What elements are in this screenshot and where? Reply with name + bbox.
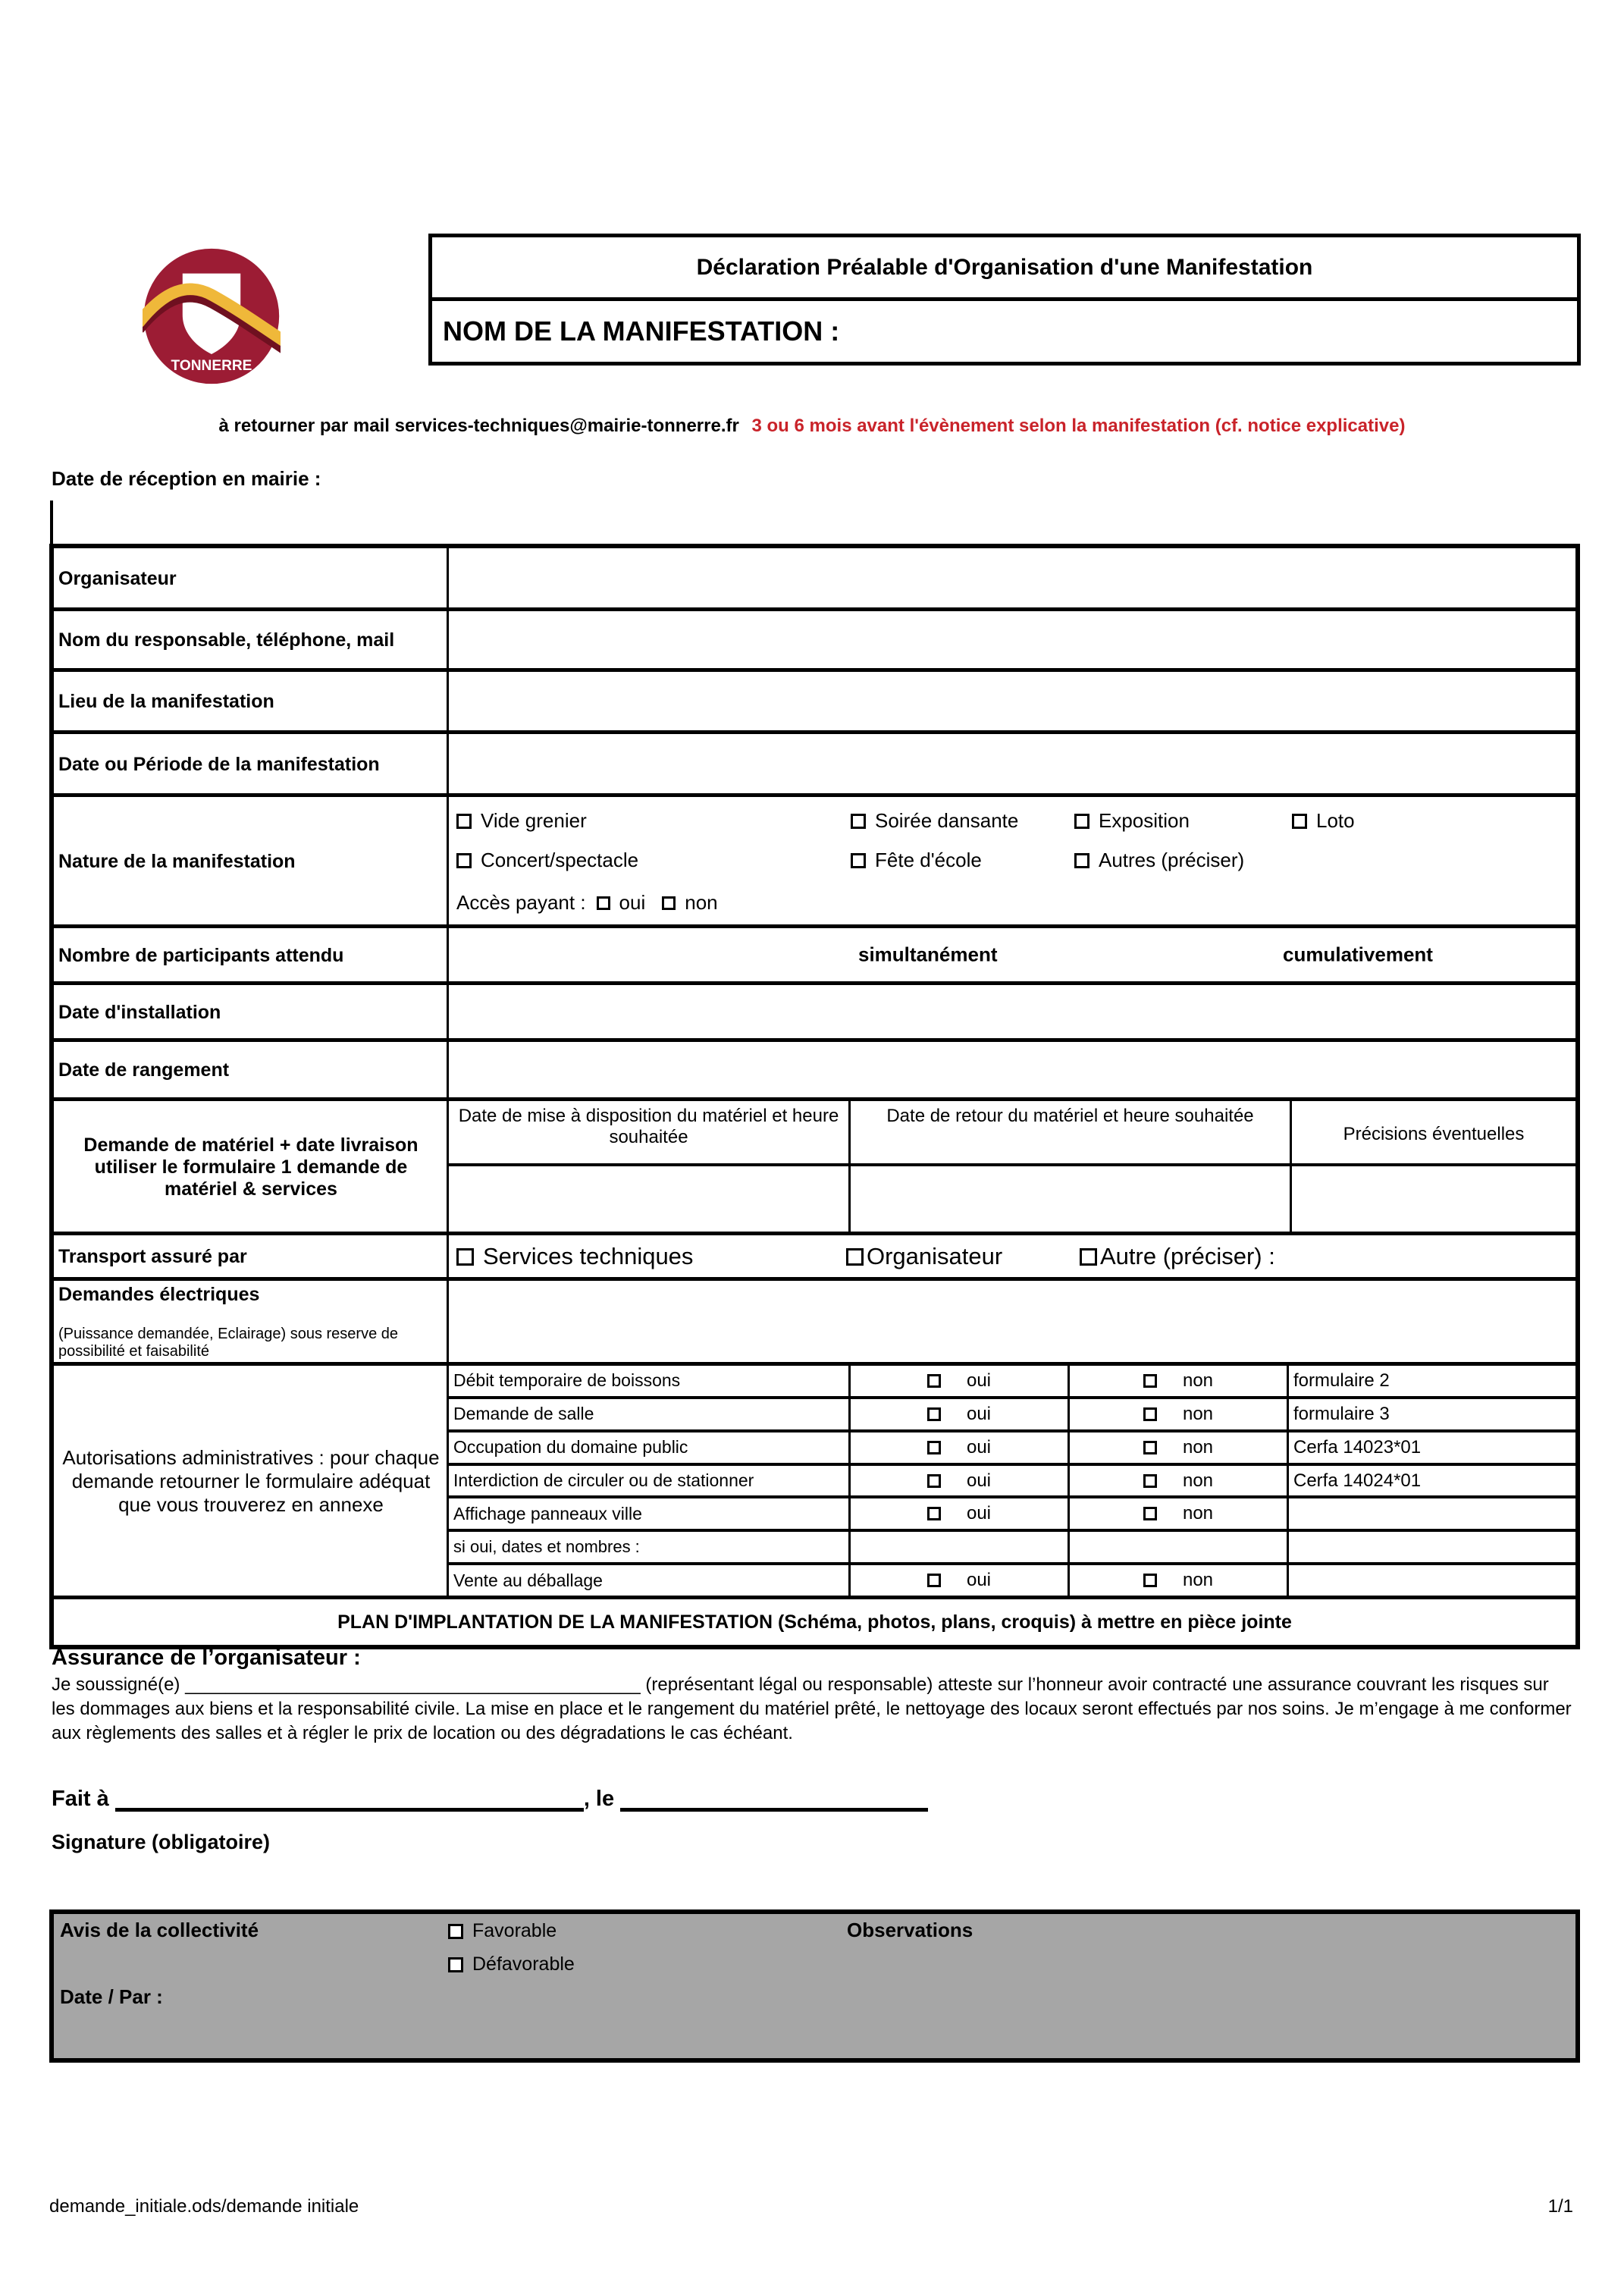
si-oui-field[interactable] (1070, 1532, 1289, 1562)
auth-row-vente-deballage: Vente au déballage oui non (449, 1565, 1575, 1596)
materiel-col2-header: Date de retour du matériel et heure souhaitée (851, 1101, 1292, 1163)
lieu-label: Lieu de la manifestation (54, 672, 449, 730)
table-row-nature (54, 797, 1575, 928)
transport-label: Transport assuré par (54, 1235, 449, 1277)
form-reference (1289, 1498, 1575, 1529)
form-reference (1289, 1565, 1575, 1596)
acces-oui-checkbox[interactable] (597, 896, 610, 910)
electriques-label: Demandes électriques (Puissance demandée, Eclairage) sous reserve de possibilité et faisabilité (54, 1281, 449, 1362)
footer-filename: demande_initiale.ods/demande initiale (49, 2196, 359, 2217)
participants-cumulativement: cumulativement (1283, 943, 1433, 966)
tonnerre-logo (143, 247, 281, 385)
oui-checkbox[interactable] (927, 1574, 941, 1587)
si-oui-field[interactable] (1289, 1532, 1575, 1562)
materiel-col3-header: Précisions éventuelles (1343, 1124, 1525, 1144)
option-soiree-dansante[interactable]: Soirée dansante (851, 809, 1018, 833)
option-loto[interactable]: Loto (1292, 809, 1355, 833)
checkbox-icon[interactable] (851, 853, 866, 868)
table-row (54, 1042, 1575, 1101)
return-instructions-black: à retourner par mail services-techniques@mairie-tonnerre.fr (218, 416, 739, 436)
oui-checkbox[interactable] (927, 1507, 941, 1520)
checkbox-icon[interactable] (1074, 853, 1089, 868)
lieu-field[interactable] (449, 672, 1575, 730)
reception-cell-border (50, 500, 53, 544)
return-instructions-red: 3 ou 6 mois avant l'évènement selon la manifestation (cf. notice explicative) (751, 416, 1406, 436)
checkbox-icon[interactable] (448, 1924, 463, 1939)
installation-field[interactable] (449, 985, 1575, 1038)
checkbox-icon[interactable] (1074, 814, 1089, 829)
oui-checkbox[interactable] (927, 1374, 941, 1388)
participants-field[interactable] (449, 928, 1575, 981)
option-exposition[interactable]: Exposition (1074, 809, 1190, 833)
fait-a-date-blank[interactable] (620, 1790, 928, 1812)
electriques-sublabel: (Puissance demandée, Eclairage) sous reserve de possibilité et faisabilité (58, 1326, 399, 1360)
option-autres-preciser[interactable]: Autres (préciser) (1074, 849, 1244, 872)
oui-checkbox[interactable] (927, 1474, 941, 1488)
form-title: Déclaration Préalable d'Organisation d'une Manifestation (432, 237, 1577, 301)
checkbox-icon[interactable] (851, 814, 866, 829)
non-checkbox[interactable] (1143, 1441, 1157, 1454)
event-name-field[interactable] (432, 301, 1577, 362)
footer-page-number: 1/1 (1547, 2196, 1573, 2217)
form-reference: formulaire 2 (1293, 1370, 1390, 1391)
reception-date-label: Date de réception en mairie : (52, 467, 321, 490)
materiel-col2-field[interactable] (851, 1166, 1292, 1232)
non-checkbox[interactable] (1143, 1374, 1157, 1388)
materiel-col1-field[interactable] (449, 1166, 851, 1232)
fait-a-place-blank[interactable] (115, 1790, 584, 1812)
date-periode-label: Date ou Période de la manifestation (54, 734, 449, 793)
form-reference: Cerfa 14023*01 (1293, 1436, 1422, 1458)
option-favorable[interactable]: Favorable (448, 1920, 556, 1942)
checkbox-icon[interactable] (846, 1248, 864, 1266)
materiel-label: Demande de matériel + date livraison utiliser le formulaire 1 demande de matériel & services (54, 1101, 449, 1232)
form-reference: formulaire 3 (1293, 1403, 1390, 1424)
table-row (54, 734, 1575, 797)
checkbox-icon[interactable] (456, 814, 472, 829)
fait-a-label: Fait à (52, 1787, 109, 1811)
rangement-field[interactable] (449, 1042, 1575, 1097)
checkbox-icon[interactable] (1080, 1248, 1097, 1266)
organisateur-label: Organisateur (54, 548, 449, 607)
responsable-label: Nom du responsable, téléphone, mail (54, 611, 449, 668)
nature-label: Nature de la manifestation (54, 797, 449, 924)
observations-label: Observations (847, 1919, 973, 1941)
table-row-materiel (54, 1101, 1575, 1235)
table-row-transport (54, 1235, 1575, 1281)
responsable-field[interactable] (449, 611, 1575, 668)
fait-a-line (52, 1787, 928, 1812)
table-row (54, 985, 1575, 1042)
participants-simultanement: simultanément (858, 943, 998, 966)
non-checkbox[interactable] (1143, 1474, 1157, 1488)
materiel-grid (449, 1101, 1575, 1232)
table-row-participants (54, 928, 1575, 985)
non-checkbox[interactable] (1143, 1407, 1157, 1421)
assurance-name-blank[interactable]: _____________________________________________ (185, 1674, 641, 1695)
auth-row-si-oui-dates: si oui, dates et nombres : (449, 1532, 1575, 1565)
assurance-heading: Assurance de l’organisateur : (52, 1646, 361, 1670)
checkbox-icon[interactable] (1292, 814, 1307, 829)
non-checkbox[interactable] (1143, 1574, 1157, 1587)
logo-city-name: TONNERRE (171, 357, 252, 374)
table-row (54, 672, 1575, 734)
acces-non-checkbox[interactable] (662, 896, 676, 910)
electriques-field[interactable] (449, 1281, 1575, 1362)
installation-label: Date d'installation (54, 985, 449, 1038)
checkbox-icon[interactable] (456, 853, 472, 868)
auth-row-debit-boissons: Débit temporaire de boissons oui non formulaire 2 (449, 1366, 1575, 1399)
organisateur-field[interactable] (449, 548, 1575, 607)
auth-row-interdiction-circuler: Interdiction de circuler ou de stationner oui non Cerfa 14024*01 (449, 1466, 1575, 1499)
autorisations-label: Autorisations administratives : pour chaque demande retourner le formulaire adéquat que vous trouverez en annexe (54, 1366, 449, 1596)
participants-label: Nombre de participants attendu (54, 928, 449, 981)
si-oui-field[interactable] (851, 1532, 1070, 1562)
date-par-label: Date / Par : (60, 1985, 163, 2008)
table-row-electriques (54, 1281, 1575, 1366)
return-instructions (0, 416, 1624, 437)
non-checkbox[interactable] (1143, 1507, 1157, 1520)
tonnerre-logo-graphic (143, 247, 281, 385)
signature-label: Signature (obligatoire) (52, 1831, 271, 1853)
option-services-techniques[interactable]: Services techniques (456, 1243, 693, 1270)
auth-row-demande-salle: Demande de salle oui non formulaire 3 (449, 1399, 1575, 1432)
acces-payant-label: Accès payant : (456, 891, 586, 914)
auth-row-affichage-panneaux: Affichage panneaux ville oui non (449, 1498, 1575, 1532)
assurance-paragraph: Je soussigné(e) _____________________________________________ (représentant légal ou responsable) atteste sur l’honneur avoir contracté une assurance couvrant les risques sur les dommages aux biens et la responsabilité civile. La mise en place et le rangement du matériel prêté, le nettoyage des locaux seront effectués par nos soins. Je m’engage à me conformer aux règlements des salles et à régler le prix de location ou des dégradations le cas échéant. (52, 1674, 1572, 1743)
checkbox-icon[interactable] (448, 1957, 463, 1972)
avis-collectivite-box (49, 1909, 1580, 2063)
main-form-table (49, 544, 1580, 1649)
le-label: , le (583, 1787, 615, 1811)
event-name-label: NOM DE LA MANIFESTATION : (443, 315, 840, 347)
option-vide-grenier[interactable]: Vide grenier (456, 809, 587, 833)
option-autre-preciser[interactable]: Autre (préciser) : (1080, 1243, 1275, 1270)
acces-payant-group: Accès payant : oui non (456, 891, 718, 914)
plan-implantation-row: PLAN D'IMPLANTATION DE LA MANIFESTATION (Schéma, photos, plans, croquis) à mettre en pièce jointe (337, 1611, 1292, 1633)
materiel-col1-header: Date de mise à disposition du matériel et heure souhaitée (449, 1101, 851, 1163)
oui-checkbox[interactable] (927, 1407, 941, 1421)
oui-checkbox[interactable] (927, 1441, 941, 1454)
table-row (54, 611, 1575, 672)
materiel-col3-field[interactable] (1292, 1166, 1575, 1232)
option-fete-ecole[interactable]: Fête d'école (851, 849, 982, 872)
form-reference: Cerfa 14024*01 (1293, 1470, 1422, 1491)
rangement-label: Date de rangement (54, 1042, 449, 1097)
option-organisateur[interactable]: Organisateur (846, 1243, 1002, 1270)
avis-label: Avis de la collectivité (60, 1919, 259, 1941)
option-defavorable[interactable]: Défavorable (448, 1953, 575, 1975)
nature-options (449, 797, 1575, 924)
autorisations-grid (449, 1366, 1575, 1596)
transport-options (449, 1235, 1575, 1277)
option-concert-spectacle[interactable]: Concert/spectacle (456, 849, 638, 872)
table-row-autorisations (54, 1366, 1575, 1599)
header-box (428, 234, 1581, 366)
date-periode-field[interactable] (449, 734, 1575, 793)
auth-row-domaine-public: Occupation du domaine public oui non Cerfa 14023*01 (449, 1432, 1575, 1466)
checkbox-icon[interactable] (456, 1248, 474, 1266)
table-row (54, 548, 1575, 611)
